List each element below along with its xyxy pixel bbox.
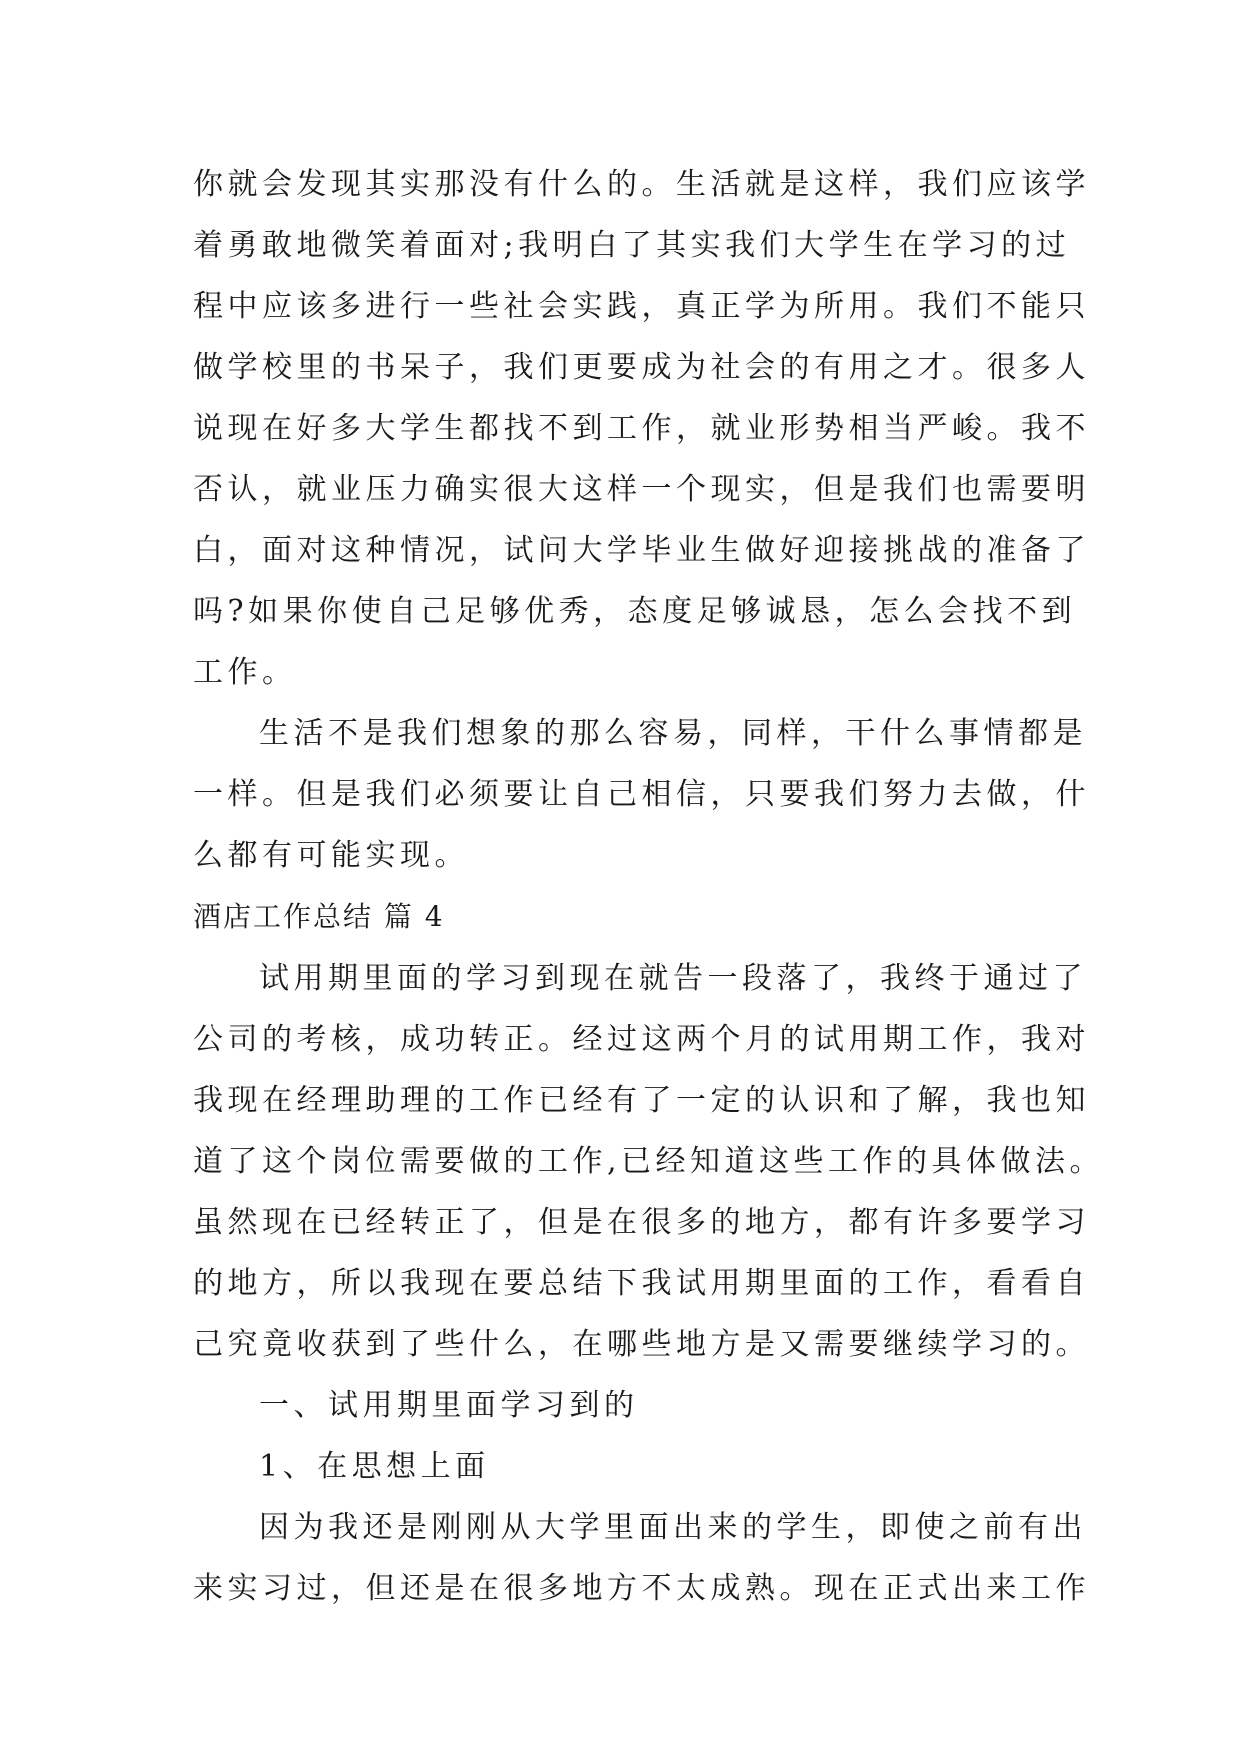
text-line: 来实习过，但还是在很多地方不太成熟。现在正式出来工作 [193,1571,1090,1606]
text-line: 因为我还是刚刚从大学里面出来的学生，即使之前有出 [259,1510,1087,1545]
text-line: 虽然现在已经转正了，但是在很多的地方，都有许多要学习 [193,1205,1090,1240]
paragraph [193,1497,1090,1619]
text-line: 着勇敢地微笑着面对;我明白了其实我们大学生在学习的过 [193,228,1071,263]
text-line: 生活不是我们想象的那么容易，同样，干什么事情都是 [259,716,1087,751]
text-line: 工作。 [193,655,297,690]
section-heading: 酒店工作总结 篇 4 [193,900,445,933]
paragraph [193,154,1090,703]
text-line: 试用期里面的学习到现在就告一段落了，我终于通过了 [259,961,1087,996]
text-line: 公司的考核，成功转正。经过这两个月的试用期工作，我对 [193,1022,1090,1057]
text-line: 你就会发现其实那没有什么的。生活就是这样，我们应该学 [193,167,1090,202]
paragraph [193,703,1090,886]
paragraph [193,1375,1053,1436]
paragraph [193,948,1105,1375]
text-line: 程中应该多进行一些社会实践，真正学为所用。我们不能只 [193,289,1090,324]
subheading: 1、在思想上面 [259,1449,490,1484]
paragraph [193,1436,1053,1497]
text-line: 吗?如果你使自己足够优秀，态度足够诚恳，怎么会找不到 [193,594,1077,629]
text-line: 我现在经理助理的工作已经有了一定的认识和了解，我也知 [193,1083,1090,1118]
document-page [193,154,1105,1619]
text-line: 一样。但是我们必须要让自己相信，只要我们努力去做，什 [193,777,1090,812]
text-line: 己究竟收获到了些什么，在哪些地方是又需要继续学习的。 [193,1327,1090,1362]
text-line: 白，面对这种情况，试问大学毕业生做好迎接挑战的准备了 [193,533,1090,568]
text-line: 说现在好多大学生都找不到工作，就业形势相当严峻。我不 [193,411,1090,446]
text-line: 的地方，所以我现在要总结下我试用期里面的工作，看看自 [193,1266,1090,1301]
text-line: 否认，就业压力确实很大这样一个现实，但是我们也需要明 [193,472,1090,507]
text-line: 么都有可能实现。 [193,838,469,873]
text-line: 道了这个岗位需要做的工作,已经知道这些工作的具体做法。 [193,1144,1105,1179]
text-line: 做学校里的书呆子，我们更要成为社会的有用之才。很多人 [193,350,1090,385]
subheading: 一、试用期里面学习到的 [259,1388,639,1423]
